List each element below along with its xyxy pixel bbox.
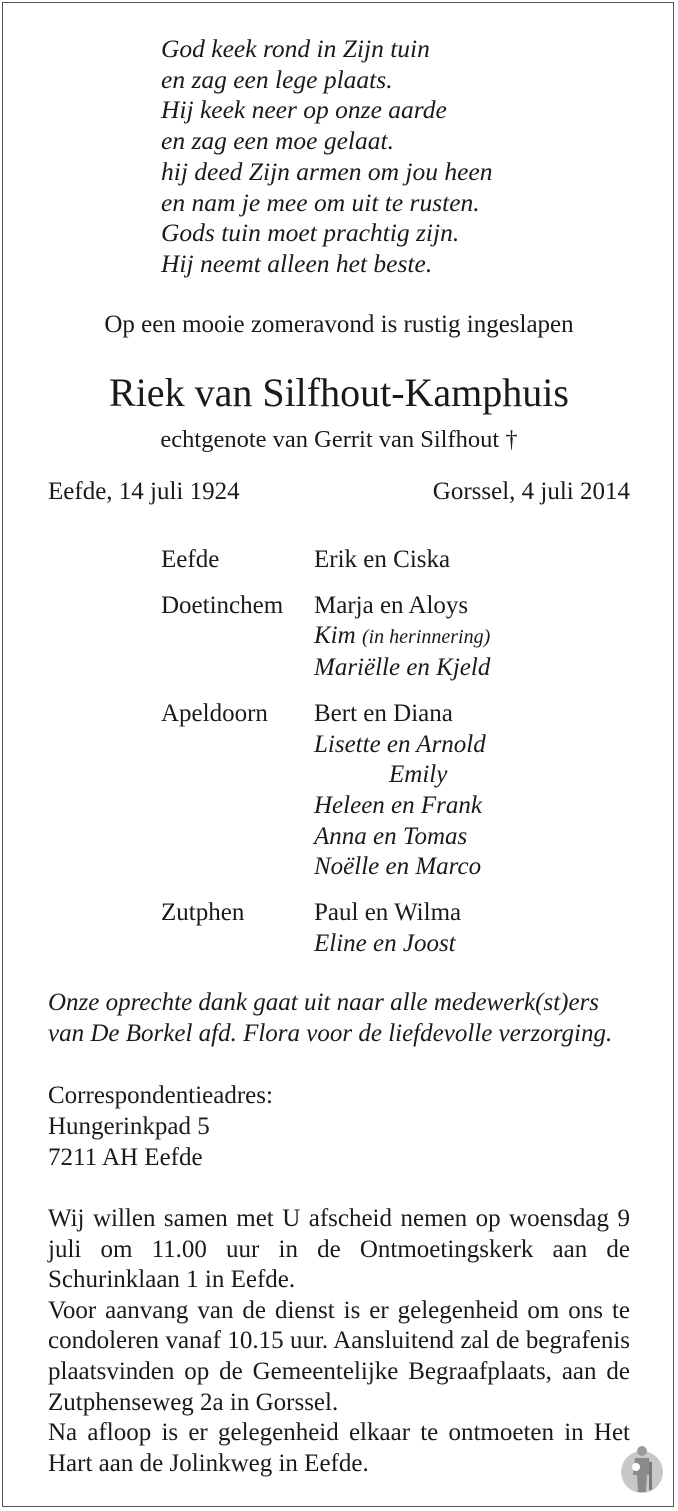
poem-line: Hij keek neer op onze aarde — [161, 95, 447, 125]
family-group — [161, 898, 490, 959]
correspondence-address — [48, 1080, 273, 1173]
deceased-name: Riek van Silfhout-Kamphuis — [109, 370, 569, 415]
thanks-line: Onze oprechte dank gaat uit naar alle medewerk(st)ers — [48, 989, 600, 1016]
family-group — [161, 545, 490, 576]
grandchild — [314, 621, 490, 653]
family-group — [161, 591, 490, 684]
spouse-line: echtgenote van Gerrit van Silfhout † — [160, 426, 518, 453]
poem-line: God keek rond in Zijn tuin — [161, 34, 430, 63]
address-line: Correspondentieadres: — [48, 1082, 273, 1109]
grandchild: Mariëlle en Kjeld — [314, 654, 491, 682]
birth-place-date: Eefde, 14 juli 1924 — [48, 478, 240, 505]
grandchild-name: Kim — [314, 622, 356, 650]
memorial-figure-logo-icon — [618, 1445, 666, 1495]
family-member: Erik en Ciska — [314, 546, 451, 573]
great-grandchild: Emily — [389, 761, 448, 789]
family-list — [161, 545, 490, 974]
family-member: Bert en Diana — [314, 699, 453, 727]
poem-line: Gods tuin moet prachtig zijn. — [161, 218, 460, 248]
family-place: Zutphen — [161, 899, 245, 927]
thanks-text — [48, 987, 612, 1049]
grandchild: Eline en Joost — [314, 929, 456, 957]
family-place: Apeldoorn — [161, 699, 268, 727]
address-line: 7211 AH Eefde — [48, 1144, 203, 1171]
service-paragraph: Na afloop is er gelegenheid elkaar te ontmoeten in Het Hart aan de Jolinkweg in Eefde. — [48, 1419, 630, 1477]
family-member: Marja en Aloys — [314, 591, 469, 619]
poem-line: hij deed Zijn armen om jou heen — [161, 156, 493, 186]
poem — [161, 34, 492, 280]
service-paragraph: Wij willen samen met U afscheid nemen op woensdag 9 juli om 11.00 uur in de Ontmoetingskerk aan de Schurinklaan 1 in Eefde. — [48, 1205, 630, 1294]
poem-line: en zag een lege plaats. — [161, 64, 393, 94]
poem-line: Hij neemt alleen het beste. — [161, 248, 433, 278]
family-place: Doetinchem — [161, 591, 284, 619]
poem-line: en zag een moe gelaat. — [161, 126, 394, 156]
grandchild: Anna en Tomas — [314, 822, 468, 850]
poem-line: en nam je mee om uit te rusten. — [161, 187, 480, 217]
grandchild: Noëlle en Marco — [314, 853, 482, 881]
in-memory-note: (in herinnering) — [361, 626, 491, 649]
address-line: Hungerinkpad 5 — [48, 1113, 210, 1140]
grandchild: Lisette en Arnold — [314, 730, 486, 758]
grandchild: Heleen en Frank — [314, 791, 482, 819]
intro-text: Op een mooie zomeravond is rustig ingeslapen — [104, 311, 574, 338]
family-place: Eefde — [161, 546, 220, 573]
service-paragraph: Voor aanvang van de dienst is er gelegenheid om ons te condoleren vanaf 10.15 uur. Aansluitend zal de begrafenis plaatsvinden op de Gemeentelijke Begraafplaats, aan de Zutphenseweg 2a in Gorssel. — [48, 1296, 630, 1416]
family-group — [161, 699, 490, 883]
thanks-line: van De Borkel afd. Flora voor de liefdevolle verzorging. — [48, 1020, 613, 1047]
family-member: Paul en Wilma — [314, 899, 462, 927]
service-info — [48, 1204, 630, 1479]
death-place-date: Gorssel, 4 juli 2014 — [432, 478, 630, 505]
